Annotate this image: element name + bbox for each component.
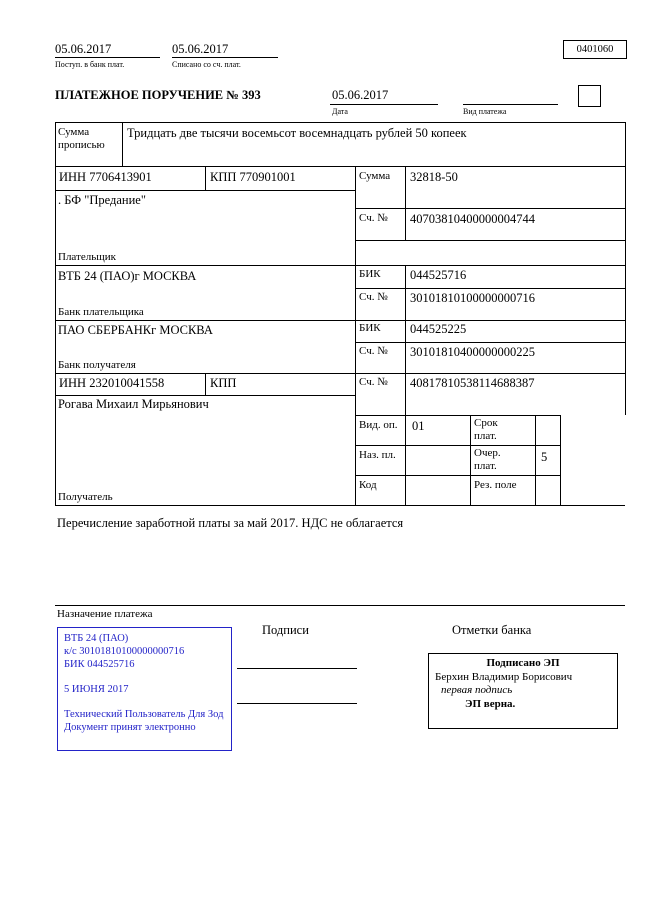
payer-account: 40703810400000004744 bbox=[410, 212, 535, 226]
grid-line bbox=[55, 265, 625, 266]
bank-stamp-date: 5 ИЮНЯ 2017 bbox=[64, 684, 129, 695]
purpose-code-label: Наз. пл. bbox=[359, 449, 396, 461]
grid-line bbox=[355, 208, 625, 209]
received-date-label: Поступ. в банк плат. bbox=[55, 60, 125, 69]
grid-line bbox=[405, 265, 406, 373]
signature-stamp-title: Подписано ЭП bbox=[486, 657, 560, 669]
grid-line bbox=[172, 57, 278, 58]
payee-bank-section-label: Банк получателя bbox=[58, 359, 136, 371]
payer-name: . БФ "Предание" bbox=[58, 193, 146, 207]
amount-value: 32818-50 bbox=[410, 170, 458, 184]
purpose-label: Назначение платежа bbox=[57, 608, 153, 620]
signature-stamp-name: Берхин Владимир Борисович bbox=[435, 670, 573, 683]
purpose-text: Перечисление заработной платы за май 2017. НДС не облагается bbox=[57, 516, 404, 530]
grid-line bbox=[355, 342, 625, 343]
op-kind-label: Вид. оп. bbox=[359, 419, 398, 431]
document-title: ПЛАТЕЖНОЕ ПОРУЧЕНИЕ № 393 bbox=[55, 88, 261, 102]
op-kind-value: 01 bbox=[412, 419, 425, 433]
grid-line bbox=[463, 104, 558, 105]
grid-line bbox=[355, 445, 561, 446]
amount-words-label: Сумма прописью bbox=[58, 126, 105, 151]
bank-stamp-line: к/с 30101810100000000716 bbox=[64, 646, 185, 657]
payer-bank-section-label: Банк плательщика bbox=[58, 306, 144, 318]
date-label: Дата bbox=[332, 107, 348, 116]
payee-account-label: Сч. № bbox=[359, 376, 388, 388]
payer-inn: ИНН 7706413901 bbox=[59, 170, 152, 184]
payer-bank-account-label: Сч. № bbox=[359, 291, 388, 303]
received-date: 05.06.2017 bbox=[55, 42, 112, 56]
grid-line bbox=[405, 166, 406, 240]
title-date: 05.06.2017 bbox=[332, 88, 389, 102]
payee-kpp-label: КПП bbox=[210, 376, 237, 390]
grid-line bbox=[405, 373, 406, 505]
grid-line bbox=[355, 415, 561, 416]
bank-stamp bbox=[57, 627, 232, 751]
bank-marks-label: Отметки банка bbox=[452, 623, 532, 637]
grid-line bbox=[55, 320, 625, 321]
payee-bank-name: ПАО СБЕРБАНКг МОСКВА bbox=[58, 323, 213, 337]
grid-line bbox=[625, 122, 626, 415]
signature-stamp bbox=[428, 653, 618, 729]
grid-line bbox=[355, 475, 561, 476]
debited-date: 05.06.2017 bbox=[172, 42, 229, 56]
grid-line bbox=[55, 373, 625, 374]
grid-line bbox=[560, 415, 561, 505]
grid-line bbox=[55, 190, 355, 191]
grid-line bbox=[55, 166, 625, 167]
priority-value: 5 bbox=[541, 450, 548, 464]
payee-bank-account: 30101810400000000225 bbox=[410, 345, 535, 359]
payee-section-label: Получатель bbox=[58, 491, 113, 503]
grid-line bbox=[355, 288, 625, 289]
code-label: Код bbox=[359, 479, 377, 491]
form-code-box: 0401060 bbox=[563, 40, 627, 59]
payer-kpp: КПП 770901001 bbox=[210, 170, 296, 184]
grid-line bbox=[55, 122, 625, 123]
payer-bank-account: 30101810100000000716 bbox=[410, 291, 535, 305]
grid-line bbox=[55, 505, 625, 506]
signature-stamp-subtitle: первая подпись bbox=[441, 684, 513, 696]
grid-line bbox=[470, 415, 471, 505]
payee-bank-bik-label: БИК bbox=[359, 322, 381, 334]
signatures-label: Подписи bbox=[262, 623, 309, 637]
grid-line bbox=[205, 373, 206, 395]
grid-line bbox=[330, 104, 438, 105]
grid-line bbox=[355, 240, 625, 241]
payee-name: Рогава Михаил Мирьянович bbox=[58, 397, 209, 411]
payee-account: 40817810538114688387 bbox=[410, 376, 535, 390]
bank-stamp-line: ВТБ 24 (ПАО) bbox=[64, 633, 129, 644]
grid-line bbox=[535, 415, 536, 505]
grid-line bbox=[122, 122, 123, 166]
amount-words-value: Тридцать две тысячи восемьсот восемнадцать рублей 50 копеек bbox=[127, 126, 467, 140]
payment-type-box bbox=[578, 85, 601, 107]
payee-bank-account-label: Сч. № bbox=[359, 345, 388, 357]
signature-stamp-verified: ЭП верна. bbox=[465, 697, 516, 710]
grid-line bbox=[237, 703, 357, 704]
payee-inn: ИНН 232010041558 bbox=[59, 376, 165, 390]
debited-date-label: Списано со сч. плат. bbox=[172, 60, 241, 69]
grid-line bbox=[205, 166, 206, 190]
grid-line bbox=[55, 395, 355, 396]
payer-section-label: Плательщик bbox=[58, 251, 116, 263]
due-date-label: Срок плат. bbox=[474, 417, 498, 442]
amount-label: Сумма bbox=[359, 170, 391, 182]
payer-account-label: Сч. № bbox=[359, 212, 388, 224]
bank-stamp-line: БИК 044525716 bbox=[64, 659, 135, 670]
grid-line bbox=[355, 166, 356, 505]
grid-line bbox=[55, 605, 625, 606]
grid-line bbox=[55, 57, 160, 58]
payment-type-label: Вид платежа bbox=[463, 107, 507, 116]
priority-label: Очер. плат. bbox=[474, 447, 501, 472]
bank-stamp-note: Документ принят электронно bbox=[64, 722, 196, 733]
reserve-field-label: Рез. поле bbox=[474, 479, 517, 491]
payer-bank-bik: 044525716 bbox=[410, 268, 467, 282]
grid-line bbox=[55, 122, 56, 505]
bank-stamp-user: Технический Пользователь Для Зод bbox=[64, 709, 224, 720]
payer-bank-bik-label: БИК bbox=[359, 268, 381, 280]
grid-line bbox=[237, 668, 357, 669]
payee-bank-bik: 044525225 bbox=[410, 322, 467, 336]
payer-bank-name: ВТБ 24 (ПАО)г МОСКВА bbox=[58, 269, 197, 283]
